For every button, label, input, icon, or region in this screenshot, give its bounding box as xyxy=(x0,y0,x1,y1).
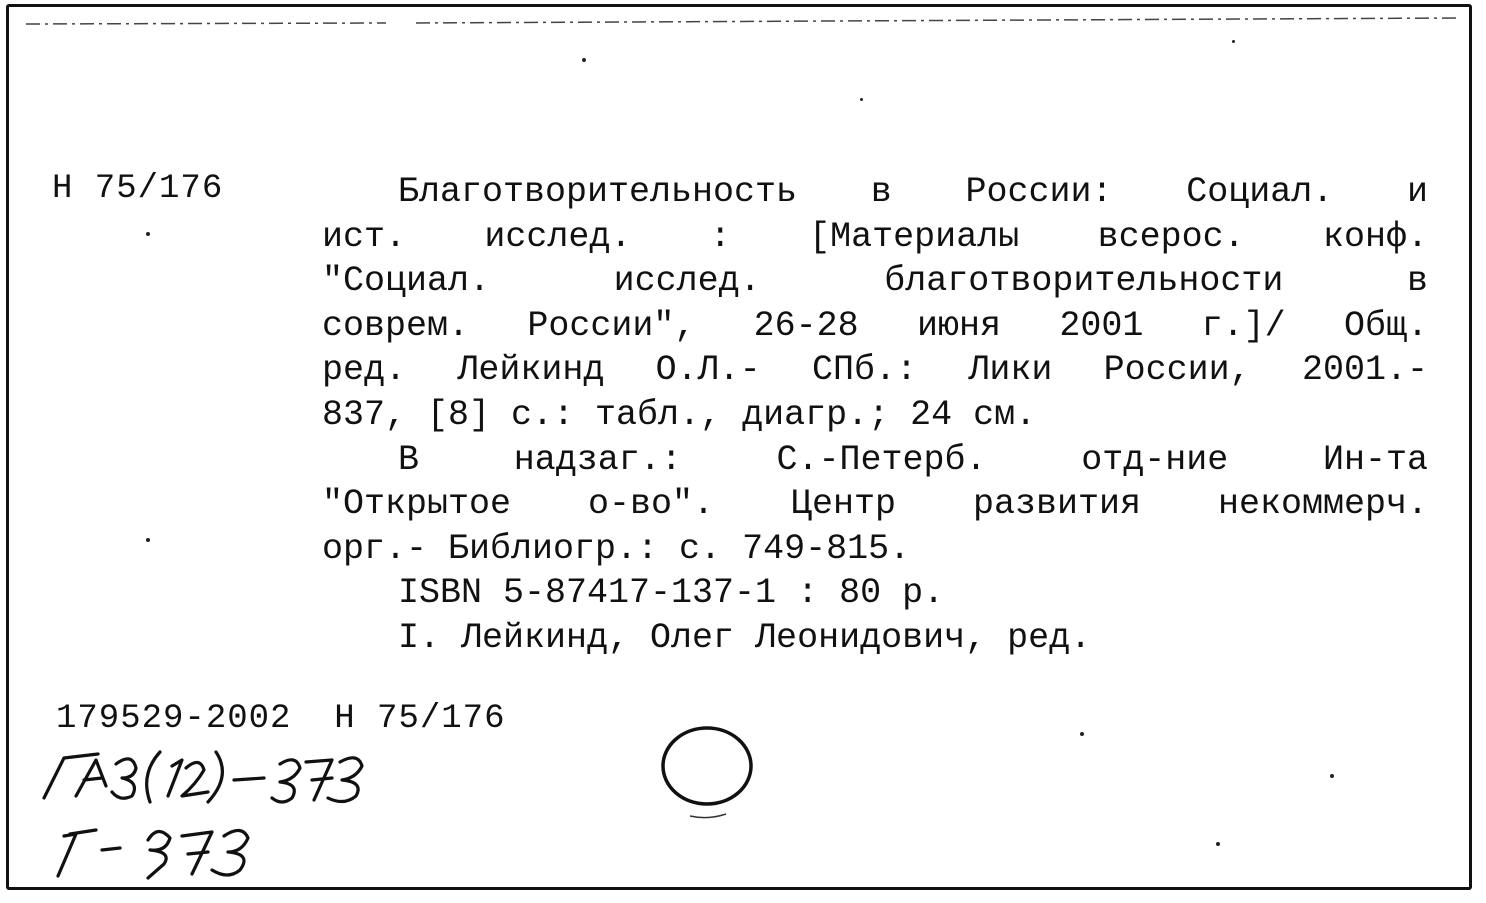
description-line: ред. Лейкинд О.Л.- СПб.: Лики России, 2001.- xyxy=(322,350,1428,391)
paper-speck xyxy=(860,98,863,101)
note-line: В надзаг.: С.-Петерб. отд-ние Ин-та xyxy=(398,439,1428,480)
shelfmark: Н 75/176 xyxy=(52,170,224,208)
stamp-circle xyxy=(660,718,760,828)
editor-entry-line: I. Лейкинд, Олег Леонидович, ред. xyxy=(398,617,1092,658)
description-line: 837, [8] с.: табл., диагр.; 24 см. xyxy=(322,394,1037,435)
description-line: соврем. России", 26-28 июня 2001 г.]/ Общ. xyxy=(322,305,1428,346)
paper-speck xyxy=(1330,774,1334,778)
description-line: Благотворительность в России: Социал. и xyxy=(398,172,1428,212)
paper-speck xyxy=(582,58,586,62)
paper-speck xyxy=(146,232,150,236)
paper-speck xyxy=(1232,40,1235,43)
bibliographic-description xyxy=(322,170,1428,661)
description-line: "Социал. исслед. благотворительности в xyxy=(322,261,1428,302)
handwritten-classification-note xyxy=(36,740,476,880)
paper-speck xyxy=(1080,732,1084,736)
inventory-number: 179529-2002 Н 75/176 xyxy=(56,700,506,738)
description-line: ист. исслед. : [Материалы всерос. конф. xyxy=(322,216,1428,257)
paper-speck xyxy=(146,538,150,542)
top-dashed-line xyxy=(26,14,1456,28)
isbn-line: ISBN 5-87417-137-1 : 80 р. xyxy=(398,573,945,614)
paper-speck xyxy=(1216,842,1220,846)
note-line: "Открытое о-во". Центр развития некоммерч. xyxy=(322,484,1428,525)
note-line: орг.- Библиогр.: с. 749-815. xyxy=(322,528,911,569)
